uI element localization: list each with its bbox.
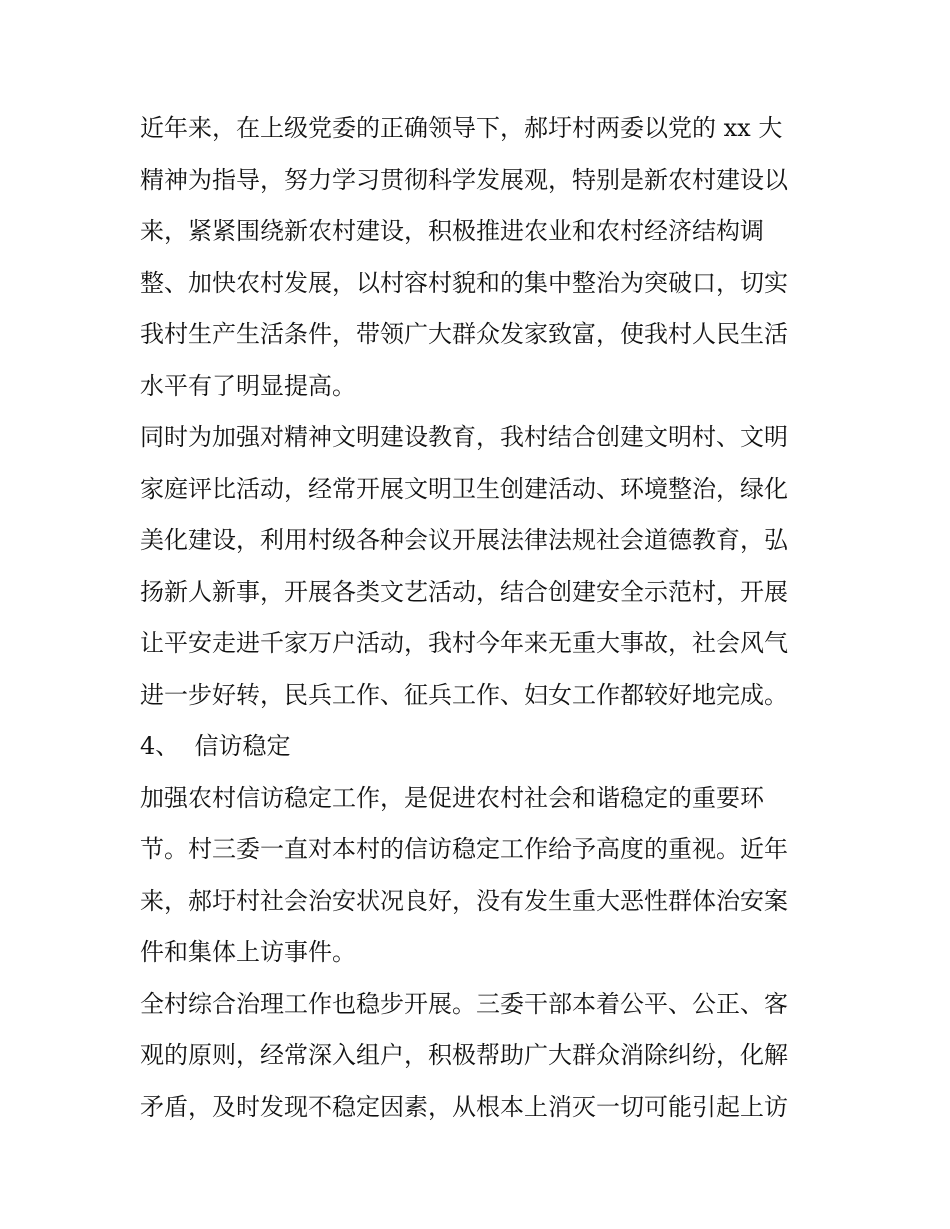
paragraph-civilization-education [140, 412, 820, 721]
text-line: 水平有了明显提高。 [140, 371, 356, 400]
text-line: 扬新人新事，开展各类文艺活动，结合创建安全示范村，开展 [140, 577, 788, 606]
text-line: 件和集体上访事件。 [140, 938, 356, 966]
text-line: 观的原则，经常深入组户，积极帮助广大群众消除纠纷，化解 [140, 1041, 788, 1069]
text-line: 整、加快农村发展，以村容村貌和的集中整治为突破口，切实 [140, 268, 788, 297]
text-line: 全村综合治理工作也稳步开展。三委干部本着公平、公正、客 [140, 989, 788, 1018]
document-body [140, 103, 820, 1133]
paragraph-petition-stability [140, 773, 820, 979]
text-line: 让平安走进千家万户活动，我村今年来无重大事故，社会风气 [140, 629, 788, 657]
text-line: 来，郝圩村社会治安状况良好，没有发生重大恶性群体治安案 [140, 886, 788, 915]
text-line: 节。村三委一直对本村的信访稳定工作给予高度的重视。近年 [140, 835, 788, 863]
text-line: 来，紧紧围绕新农村建设，积极推进农业和农村经济结构调 [140, 217, 764, 245]
section-heading: 4、 信访稳定 [140, 732, 291, 760]
text-line: 美化建设，利用村级各种会议开展法律法规社会道德教育，弘 [140, 526, 788, 554]
paragraph-comprehensive-governance [140, 979, 820, 1134]
text-line: 家庭评比活动，经常开展文明卫生创建活动、环境整治，绿化 [140, 474, 788, 503]
text-line: 近年来，在上级党委的正确领导下，郝圩村两委以党的 xx 大 [140, 114, 783, 142]
text-line: 精神为指导，努力学习贯彻科学发展观，特别是新农村建设以 [140, 165, 788, 194]
paragraph-village-development [140, 103, 820, 412]
text-line: 同时为加强对精神文明建设教育，我村结合创建文明村、文明 [140, 423, 788, 451]
text-line: 加强农村信访稳定工作，是促进农村社会和谐稳定的重要环 [140, 783, 764, 812]
text-line: 我村生产生活条件，带领广大群众发家致富，使我村人民生活 [140, 320, 788, 348]
text-line: 矛盾，及时发现不稳定因素，从根本上消灭一切可能引起上访 [140, 1092, 788, 1121]
text-line: 进一步好转，民兵工作、征兵工作、妇女工作都较好地完成。 [140, 680, 788, 709]
